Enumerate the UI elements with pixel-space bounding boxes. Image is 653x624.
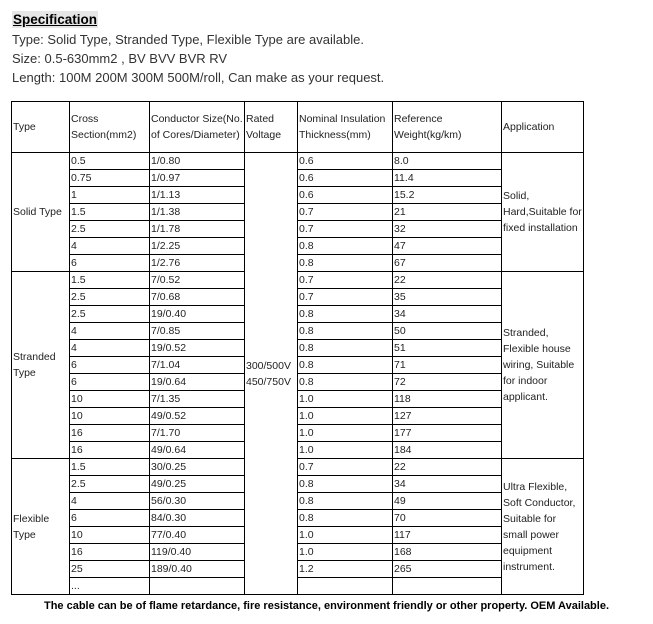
weight-cell: 8.0: [393, 153, 502, 170]
table-row: [12, 221, 584, 238]
insulation-cell: 1.0: [298, 544, 393, 561]
intro-size-line: Size: 0.5-630mm2 , BV BVV BVR RV: [12, 51, 228, 66]
conductor-cell: 1/0.97: [150, 170, 245, 187]
conductor-cell: 19/0.40: [150, 306, 245, 323]
table-row: [12, 493, 584, 510]
cross-section-cell: 1.5: [70, 204, 150, 221]
cross-section-cell: 2.5: [70, 306, 150, 323]
weight-cell: 168: [393, 544, 502, 561]
conductor-cell: 49/0.25: [150, 476, 245, 493]
header-type: Type: [12, 102, 70, 153]
insulation-cell: 0.8: [298, 306, 393, 323]
insulation-cell: 1.0: [298, 425, 393, 442]
cross-section-cell: 10: [70, 391, 150, 408]
conductor-cell: 1/1.13: [150, 187, 245, 204]
weight-cell: 21: [393, 204, 502, 221]
insulation-cell: 1.2: [298, 561, 393, 578]
conductor-cell: 1/2.25: [150, 238, 245, 255]
conductor-cell: 1/1.78: [150, 221, 245, 238]
table-row: [12, 374, 584, 391]
cross-section-cell: 16: [70, 544, 150, 561]
weight-cell: 32: [393, 221, 502, 238]
conductor-cell: 77/0.40: [150, 527, 245, 544]
weight-cell: [393, 578, 502, 595]
weight-cell: 15.2: [393, 187, 502, 204]
page-title: Specification: [13, 12, 98, 27]
weight-cell: 47: [393, 238, 502, 255]
weight-cell: 49: [393, 493, 502, 510]
insulation-cell: 1.0: [298, 442, 393, 459]
table-row: [12, 187, 584, 204]
cross-section-cell: 1: [70, 187, 150, 204]
table-row: [12, 391, 584, 408]
insulation-cell: 0.7: [298, 459, 393, 476]
table-row: [12, 476, 584, 493]
table-row: [12, 442, 584, 459]
cross-section-cell: 2.5: [70, 221, 150, 238]
insulation-cell: 0.8: [298, 476, 393, 493]
cross-section-cell: 1.5: [70, 272, 150, 289]
insulation-cell: 0.8: [298, 374, 393, 391]
weight-cell: 51: [393, 340, 502, 357]
weight-cell: 184: [393, 442, 502, 459]
insulation-cell: 0.8: [298, 510, 393, 527]
conductor-cell: 7/0.85: [150, 323, 245, 340]
conductor-cell: 189/0.40: [150, 561, 245, 578]
table-row: [12, 238, 584, 255]
conductor-cell: 119/0.40: [150, 544, 245, 561]
rated-voltage-cell: 300/500V 450/750V: [245, 153, 298, 595]
cross-section-cell: 25: [70, 561, 150, 578]
insulation-cell: 1.0: [298, 408, 393, 425]
weight-cell: 70: [393, 510, 502, 527]
conductor-cell: 84/0.30: [150, 510, 245, 527]
table-row: [12, 544, 584, 561]
table-row: [12, 527, 584, 544]
cross-section-cell: 4: [70, 323, 150, 340]
table-row: [12, 204, 584, 221]
header-cross-section: Cross Section(mm2): [70, 102, 150, 153]
weight-cell: 11.4: [393, 170, 502, 187]
cross-section-cell: 2.5: [70, 289, 150, 306]
insulation-cell: [298, 578, 393, 595]
conductor-cell: 7/1.70: [150, 425, 245, 442]
insulation-cell: 0.8: [298, 323, 393, 340]
conductor-cell: 7/0.68: [150, 289, 245, 306]
insulation-cell: 0.6: [298, 170, 393, 187]
table-row: [12, 340, 584, 357]
weight-cell: 71: [393, 357, 502, 374]
conductor-cell: 1/1.38: [150, 204, 245, 221]
insulation-cell: 0.8: [298, 255, 393, 272]
cross-section-cell: 0.75: [70, 170, 150, 187]
weight-cell: 50: [393, 323, 502, 340]
cross-section-cell: 4: [70, 493, 150, 510]
table-row: [12, 255, 584, 272]
insulation-cell: 0.6: [298, 187, 393, 204]
cross-section-cell: 6: [70, 374, 150, 391]
weight-cell: 22: [393, 459, 502, 476]
table-row: [12, 323, 584, 340]
insulation-cell: 0.8: [298, 493, 393, 510]
conductor-cell: 19/0.64: [150, 374, 245, 391]
weight-cell: 22: [393, 272, 502, 289]
weight-cell: 72: [393, 374, 502, 391]
cross-section-cell: 4: [70, 340, 150, 357]
conductor-cell: 1/2.76: [150, 255, 245, 272]
specification-table: [11, 101, 584, 595]
insulation-cell: 0.7: [298, 272, 393, 289]
table-row: [12, 425, 584, 442]
conductor-cell: 7/1.35: [150, 391, 245, 408]
conductor-cell: 7/1.04: [150, 357, 245, 374]
cross-section-cell: 6: [70, 510, 150, 527]
table-row: [12, 578, 584, 595]
table-row: [12, 153, 584, 170]
footer-note: The cable can be of flame retardance, fire resistance, environment friendly or other property. OEM Available.: [43, 600, 610, 612]
header-rated-voltage: Rated Voltage: [245, 102, 298, 153]
table-row: [12, 306, 584, 323]
weight-cell: 118: [393, 391, 502, 408]
conductor-cell: 7/0.52: [150, 272, 245, 289]
insulation-cell: 0.8: [298, 357, 393, 374]
table-row: [12, 289, 584, 306]
cross-section-cell: ...: [70, 578, 150, 595]
table-row: [12, 408, 584, 425]
table-header-row: [12, 102, 584, 153]
application-cell: Stranded, Flexible house wiring, Suitable for indoor applicant.: [502, 272, 584, 459]
insulation-cell: 0.8: [298, 238, 393, 255]
cross-section-cell: 4: [70, 238, 150, 255]
cross-section-cell: 16: [70, 425, 150, 442]
weight-cell: 127: [393, 408, 502, 425]
insulation-cell: 0.7: [298, 221, 393, 238]
insulation-cell: 0.7: [298, 204, 393, 221]
insulation-cell: 0.8: [298, 340, 393, 357]
table-row: [12, 357, 584, 374]
weight-cell: 67: [393, 255, 502, 272]
application-cell: Ultra Flexible, Soft Conductor, Suitable for small power equipment instrument.: [502, 459, 584, 595]
conductor-cell: 19/0.52: [150, 340, 245, 357]
conductor-cell: 1/0.80: [150, 153, 245, 170]
insulation-cell: 0.6: [298, 153, 393, 170]
cross-section-cell: 2.5: [70, 476, 150, 493]
cross-section-cell: 10: [70, 408, 150, 425]
type-cell: Stranded Type: [12, 272, 70, 459]
insulation-cell: 1.0: [298, 527, 393, 544]
header-application: Application: [502, 102, 584, 153]
type-cell: Flexible Type: [12, 459, 70, 595]
conductor-cell: 49/0.64: [150, 442, 245, 459]
cross-section-cell: 1.5: [70, 459, 150, 476]
intro-length-line: Length: 100M 200M 300M 500M/roll, Can make as your request.: [12, 70, 385, 85]
cross-section-cell: 16: [70, 442, 150, 459]
table-row: [12, 459, 584, 476]
conductor-cell: 30/0.25: [150, 459, 245, 476]
application-cell: Solid, Hard,Suitable for fixed installation: [502, 153, 584, 272]
header-conductor: Conductor Size(No. of Cores/Diameter): [150, 102, 245, 153]
weight-cell: 177: [393, 425, 502, 442]
weight-cell: 34: [393, 476, 502, 493]
cross-section-cell: 10: [70, 527, 150, 544]
weight-cell: 35: [393, 289, 502, 306]
conductor-cell: 49/0.52: [150, 408, 245, 425]
conductor-cell: [150, 578, 245, 595]
header-insulation: Nominal Insulation Thickness(mm): [298, 102, 393, 153]
cross-section-cell: 6: [70, 357, 150, 374]
weight-cell: 117: [393, 527, 502, 544]
insulation-cell: 0.7: [298, 289, 393, 306]
conductor-cell: 56/0.30: [150, 493, 245, 510]
table-row: [12, 510, 584, 527]
table-row: [12, 272, 584, 289]
weight-cell: 265: [393, 561, 502, 578]
table-row: [12, 170, 584, 187]
cross-section-cell: 6: [70, 255, 150, 272]
type-cell: Solid Type: [12, 153, 70, 272]
cross-section-cell: 0.5: [70, 153, 150, 170]
weight-cell: 34: [393, 306, 502, 323]
table-row: [12, 561, 584, 578]
header-weight: Reference Weight(kg/km): [393, 102, 502, 153]
intro-type-line: Type: Solid Type, Stranded Type, Flexible Type are available.: [12, 32, 364, 47]
insulation-cell: 1.0: [298, 391, 393, 408]
